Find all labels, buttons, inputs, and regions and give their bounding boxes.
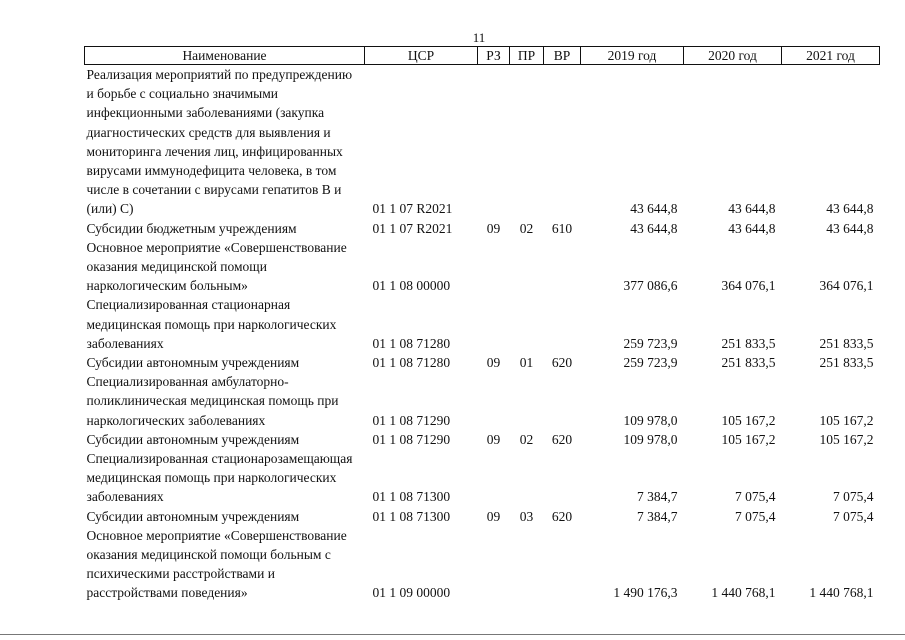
row-pr: 02	[519, 431, 534, 447]
row-rz	[478, 238, 510, 296]
row-2019: 7 384,7	[637, 489, 678, 505]
row-csr: 01 1 08 71280	[372, 355, 451, 371]
row-2019: 109 978,0	[623, 412, 678, 428]
row-pr	[510, 238, 544, 296]
row-rz: 09	[486, 431, 501, 447]
header-2021: 2021 год	[782, 47, 880, 65]
table-body	[85, 65, 880, 603]
table-row	[85, 219, 880, 238]
row-2019: 1 490 176,3	[613, 585, 678, 601]
table-row	[85, 507, 880, 526]
row-2020: 251 833,5	[721, 355, 776, 371]
row-name: Субсидии автономным учреждениям	[86, 431, 300, 447]
row-2020: 7 075,4	[735, 508, 776, 524]
table-header	[85, 47, 880, 65]
row-2019: 259 723,9	[623, 335, 678, 351]
row-2020: 105 167,2	[721, 412, 776, 428]
row-name: Субсидии автономным учреждениям	[86, 508, 300, 524]
header-name: Наименование	[85, 47, 365, 65]
row-2019: 109 978,0	[623, 431, 678, 447]
row-2020: 1 440 768,1	[711, 585, 776, 601]
row-2020: 251 833,5	[721, 335, 776, 351]
row-vr: 620	[551, 355, 573, 371]
table-row	[85, 353, 880, 372]
row-name: Основное мероприятие «Совершенствование оказания медицинской помощи наркологическим больным»	[86, 239, 347, 294]
row-2021: 1 440 768,1	[809, 585, 874, 601]
header-2020: 2020 год	[684, 47, 782, 65]
row-rz	[478, 449, 510, 507]
row-rz	[478, 65, 510, 219]
row-2019: 377 086,6	[623, 278, 678, 294]
row-name: Специализированная амбулаторно-поликлиническая медицинская помощь при наркологических заболеваниях	[86, 374, 339, 428]
row-name: Специализированная стационарозамещающая медицинская помощь при наркологических заболеваниях	[86, 451, 353, 505]
table-row	[85, 449, 880, 507]
row-csr: 01 1 08 71290	[372, 412, 451, 428]
table-row	[85, 295, 880, 353]
row-csr: 01 1 07 R2021	[372, 201, 453, 217]
row-2019: 7 384,7	[637, 508, 678, 524]
row-2020: 43 644,8	[728, 220, 776, 236]
budget-table	[84, 46, 880, 603]
row-2019: 43 644,8	[630, 201, 678, 217]
row-vr: 610	[551, 220, 573, 236]
row-2020: 105 167,2	[721, 431, 776, 447]
row-2021: 105 167,2	[819, 431, 874, 447]
row-vr	[544, 65, 581, 219]
row-vr	[544, 449, 581, 507]
row-name: Субсидии бюджетным учреждениям	[86, 220, 297, 236]
row-rz: 09	[486, 508, 501, 524]
row-2021: 43 644,8	[826, 201, 874, 217]
row-2020: 7 075,4	[735, 489, 776, 505]
row-2019: 259 723,9	[623, 355, 678, 371]
row-2021: 43 644,8	[826, 220, 874, 236]
row-pr	[510, 65, 544, 219]
row-csr: 01 1 08 71300	[372, 508, 451, 524]
page-bottom-edge	[0, 634, 905, 635]
row-rz: 09	[486, 220, 501, 236]
row-rz	[478, 295, 510, 353]
header-vr: ВР	[544, 47, 581, 65]
row-pr	[510, 372, 544, 430]
row-vr	[544, 372, 581, 430]
row-2021: 364 076,1	[819, 278, 874, 294]
row-pr: 01	[519, 355, 534, 371]
row-rz	[478, 526, 510, 603]
row-2019: 43 644,8	[630, 220, 678, 236]
table-row	[85, 238, 880, 296]
row-csr: 01 1 07 R2021	[372, 220, 453, 236]
row-pr	[510, 449, 544, 507]
row-csr: 01 1 08 71280	[372, 335, 451, 351]
row-csr: 01 1 09 00000	[372, 585, 451, 601]
row-2021: 251 833,5	[819, 355, 874, 371]
row-vr	[544, 295, 581, 353]
table-row	[85, 526, 880, 603]
row-vr: 620	[551, 508, 573, 524]
row-csr: 01 1 08 71290	[372, 431, 451, 447]
row-rz	[478, 372, 510, 430]
row-2021: 7 075,4	[833, 508, 874, 524]
row-name: Реализация мероприятий по предупреждению и борьбе с социально значимыми инфекционными заболеваниями (закупка диагностических средств для выявления и мониторинга лечения лиц, инфицированных вирусами иммунодефицита человека, в том числе в сочетании с вирусами гепатитов В и (или) С)	[86, 67, 353, 217]
row-2020: 43 644,8	[728, 201, 776, 217]
header-rz: РЗ	[478, 47, 510, 65]
row-csr: 01 1 08 00000	[372, 278, 451, 294]
row-vr: 620	[551, 431, 573, 447]
row-2021: 105 167,2	[819, 412, 874, 428]
row-pr: 03	[519, 508, 534, 524]
row-name: Основное мероприятие «Совершенствование оказания медицинской помощи больным с психическими расстройствами и расстройствами поведения»	[86, 527, 347, 601]
header-pr: ПР	[510, 47, 544, 65]
row-rz: 09	[486, 355, 501, 371]
table-row	[85, 372, 880, 430]
row-name: Специализированная стационарная медицинская помощь при наркологических заболеваниях	[86, 297, 337, 351]
row-vr	[544, 526, 581, 603]
row-pr	[510, 526, 544, 603]
row-pr: 02	[519, 220, 534, 236]
row-name: Субсидии автономным учреждениям	[86, 355, 300, 371]
table-row	[85, 430, 880, 449]
row-vr	[544, 238, 581, 296]
row-csr: 01 1 08 71300	[372, 489, 451, 505]
header-csr: ЦСР	[365, 47, 478, 65]
row-2021: 7 075,4	[833, 489, 874, 505]
row-2020: 364 076,1	[721, 278, 776, 294]
row-pr	[510, 295, 544, 353]
page-number: 11	[472, 30, 486, 45]
table-row	[85, 65, 880, 219]
row-2021: 251 833,5	[819, 335, 874, 351]
header-2019: 2019 год	[581, 47, 684, 65]
